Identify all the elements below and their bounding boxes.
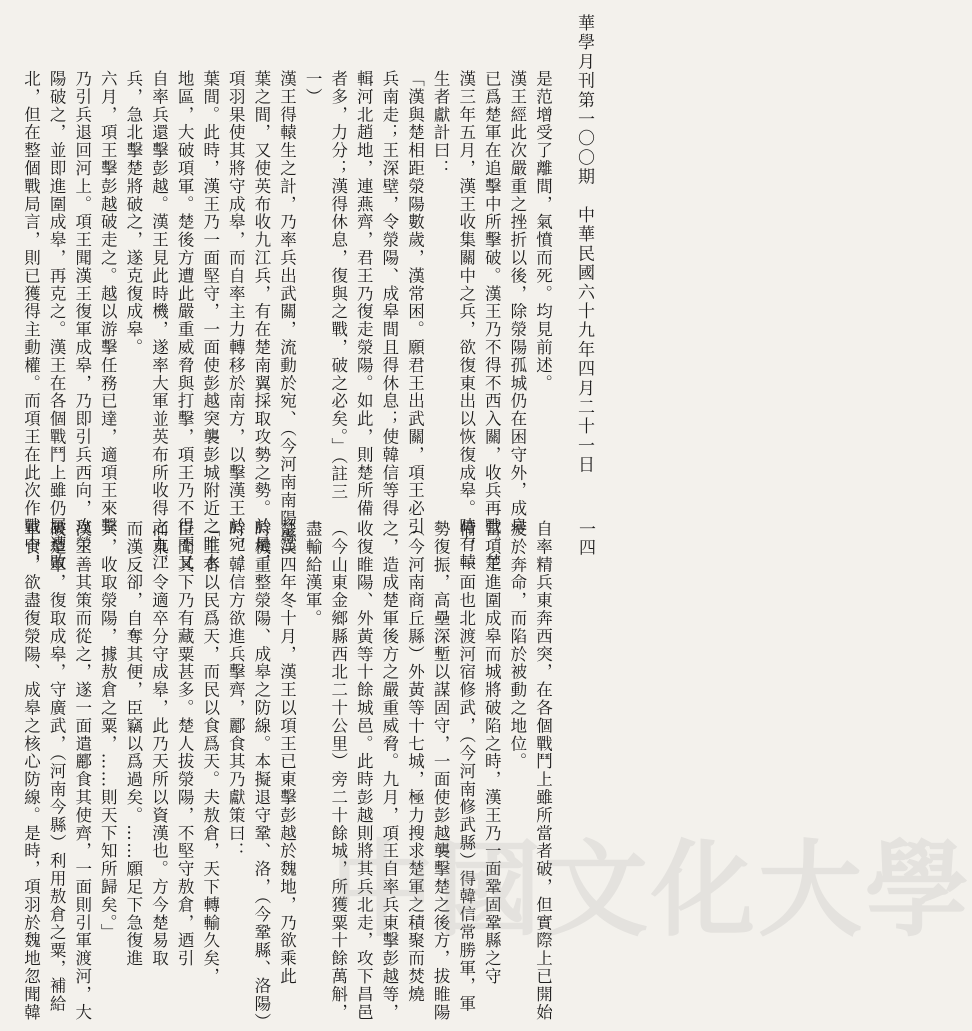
- text-column: 勢復振，高壘深塹以謀固守，一面使彭越襲擊楚之後方，拔睢陽: [431, 520, 451, 1022]
- text-column: 而漢反卻，自奪其便，臣竊以爲過矣。……願足下急復進: [123, 520, 143, 968]
- text-column: 當項王進圍成皋而城將破陷之時，漢王乃一面鞏固鞏縣之守: [482, 520, 502, 986]
- text-column: 收復睢陽、外黃等十餘城邑。此時彭越則將其兵北走，攻下昌邑: [354, 520, 374, 1022]
- text-column: 輯河北趙地，連燕齊，君王乃復走滎陽。如此，則楚所備: [354, 70, 374, 518]
- watermark: 中國文化大學: [330, 828, 972, 951]
- text-column: 漢王經此次嚴重之挫折以後，除滎陽孤城仍在困守外，成皋: [507, 70, 527, 536]
- text-column: 臣聞其下乃有藏粟甚多。楚人拔滎陽，不堅守敖倉，迺引: [175, 520, 195, 968]
- text-column: 項羽果使其將守成皋，而自率主力轉移於南方，以擊漢王於宛、: [226, 70, 246, 572]
- text-column: 生者獻計曰：: [431, 70, 451, 178]
- text-column: 時機重整滎陽、成皋之防線。本擬退守鞏、洛，（今鞏縣、洛陽）: [251, 520, 271, 1031]
- text-column: 時，韓信方欲進兵擊齊，酈食其乃獻策曰：: [226, 520, 246, 861]
- text-column: 軍食，欲盡復滎陽、成皋之核心防線。是時，項羽於魏地忽聞韓: [21, 520, 41, 1022]
- text-column: 地區，大破項軍。楚後方遭此嚴重威脅與打擊，項王乃不得不又: [175, 70, 195, 572]
- text-column: 兵南走；王深壁，令滎陽、成皋間且得休息；使韓信等得: [379, 70, 399, 518]
- text-column: 破楚軍，復取成皋，守廣武，（河南今縣）利用敖倉之粟，補給: [47, 520, 67, 1013]
- text-column: 六月，項王擊彭越破走之。越以游擊任務已達，適項王來擊: [98, 70, 118, 536]
- text-column: 已爲楚軍在追擊中所擊破。漢王乃不得不西入關，收兵再戰。楚: [482, 70, 502, 572]
- text-column: 乃引兵退回河上。項王聞漢王復軍成皋，乃即引兵西向，攻滎: [72, 70, 92, 554]
- text-column: 「王者以民爲天，而民以食爲天。夫敖倉，天下轉輸久矣，: [200, 520, 220, 986]
- text-column: 漢王善其策而從之，遂一面遣酈食其使齊，一面則引軍渡河，大: [72, 520, 92, 1022]
- text-column: 兵，收取滎陽，據敖倉之粟，……則天下知所歸矣。」: [98, 520, 118, 942]
- text-column: 疲於奔命，而陷於被動之地位。: [507, 520, 527, 771]
- text-column: 兵，急北擊楚將破之，遂克復成皋。: [123, 70, 143, 357]
- text-column: （今山東金鄉縣西北二十公里）旁二十餘城，所獲粟十餘萬斛，: [328, 520, 348, 1022]
- text-column: （今河南商丘縣）外黃等十七城，極力搜求楚軍之積聚而焚燒: [405, 520, 425, 1004]
- journal-header: 華學月刊第一〇〇期 中華民國六十九年四月二十一日: [574, 14, 594, 475]
- text-column: 漢王得轅生之計，乃率兵出武關，流動於宛、（今河南南陽縣）: [277, 70, 297, 563]
- text-column: 「漢與楚相距滎陽數歲，漢常困。願君王出武關，項王必引: [405, 70, 425, 536]
- text-column: 自率精兵東奔西突，在各個戰鬥上雖所當者破，但實際上已開始: [533, 520, 553, 1022]
- text-column: 一）: [303, 70, 323, 106]
- text-column: 盡輸給漢軍。: [303, 520, 323, 628]
- text-column: 葉之間，又使英布收九江兵，有在楚南翼採取攻勢之勢。於是，: [251, 70, 271, 572]
- text-column: 者多，力分；漢得休息，復與之戰，破之必矣。」（註三: [328, 70, 348, 501]
- text-column: 楚漢四年冬十月，漢王以項王已東擊彭越於魏地，乃欲乘此: [277, 520, 297, 986]
- text-column: 漢三年五月，漢王收集關中之兵，欲復東出以恢復成皋。時有轅: [456, 70, 476, 572]
- text-column: 葉間。此時，漢王乃一面堅守，一面使彭越突襲彭城附近之睢水: [200, 70, 220, 572]
- page-number: 一四: [575, 520, 595, 557]
- text-column: 而東，令適卒分守成皋，此乃天所以資漢也。方今楚易取: [149, 520, 169, 968]
- text-column: 陽破之，並即進圍成皋，再克之。漢王在各個戰鬥上雖仍屢遭敗: [47, 70, 67, 572]
- text-column: 是范增受了離間，氣憤而死。均見前述。: [533, 70, 553, 393]
- text-column: 北，但在整個戰局言，則已獲得主動權。而項王在此次作戰中，: [21, 70, 41, 572]
- text-column: 之，造成楚軍後方之嚴重威脅。九月，項王自率兵東擊彭越等，: [379, 520, 399, 1022]
- text-column: 自率兵還擊彭越。漢王見此時機，遂率大軍並英布所收得之九江: [149, 70, 169, 572]
- text-column: 備，一面也北渡河宿修武，（今河南修武縣）得韓信常勝軍，軍: [456, 520, 476, 1013]
